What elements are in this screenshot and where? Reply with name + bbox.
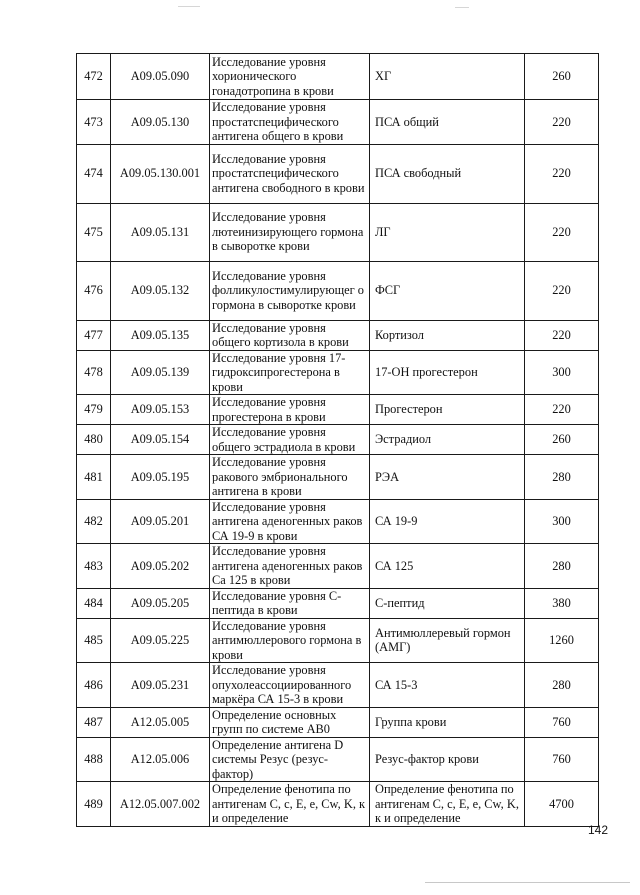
price-cell: 220 — [525, 203, 599, 261]
price-cell: 220 — [525, 261, 599, 320]
service-code-cell: A09.05.202 — [111, 544, 210, 589]
row-number-cell: 489 — [77, 782, 111, 827]
study-name-cell: Исследование уровня лютеинизирующего гормона в сыворотке крови — [210, 203, 370, 261]
service-code-cell: A09.05.195 — [111, 455, 210, 500]
short-name-cell: ЛГ — [370, 203, 525, 261]
row-number-cell: 487 — [77, 707, 111, 737]
study-name-cell: Исследование уровня ракового эмбрионального антигена в крови — [210, 455, 370, 500]
row-number-cell: 478 — [77, 350, 111, 395]
table-row — [77, 203, 599, 261]
row-number-cell: 473 — [77, 100, 111, 145]
short-name-cell: Определение фенотипа по антигенам С, с, Е, е, Cw, K, к и определение — [370, 782, 525, 827]
short-name-cell: Прогестерон — [370, 395, 525, 425]
table-row — [77, 782, 599, 827]
row-number-cell: 480 — [77, 425, 111, 455]
row-number-cell: 476 — [77, 261, 111, 320]
price-cell: 4700 — [525, 782, 599, 827]
price-cell: 220 — [525, 395, 599, 425]
table-row — [77, 663, 599, 708]
row-number-cell: 486 — [77, 663, 111, 708]
study-name-cell: Исследование уровня С-пептида в крови — [210, 588, 370, 618]
table-row — [77, 707, 599, 737]
price-cell: 260 — [525, 54, 599, 100]
table-row — [77, 320, 599, 350]
study-name-cell: Исследование уровня простатспецифического антигена общего в крови — [210, 100, 370, 145]
short-name-cell: С-пептид — [370, 588, 525, 618]
service-code-cell: A09.05.130.001 — [111, 144, 210, 203]
price-cell: 1260 — [525, 618, 599, 663]
service-code-cell: A09.05.154 — [111, 425, 210, 455]
study-name-cell: Определение антигена D системы Резус (резус-фактор) — [210, 737, 370, 782]
study-name-cell: Исследование уровня прогестерона в крови — [210, 395, 370, 425]
table-body — [77, 54, 599, 827]
short-name-cell: Резус-фактор крови — [370, 737, 525, 782]
price-cell: 760 — [525, 737, 599, 782]
price-table — [76, 53, 599, 827]
study-name-cell: Исследование уровня простатспецифического антигена свободного в крови — [210, 144, 370, 203]
short-name-cell: СА 19-9 — [370, 499, 525, 544]
price-cell: 260 — [525, 425, 599, 455]
service-code-cell: A09.05.139 — [111, 350, 210, 395]
short-name-cell: Группа крови — [370, 707, 525, 737]
table-row — [77, 544, 599, 589]
row-number-cell: 472 — [77, 54, 111, 100]
table-row — [77, 425, 599, 455]
row-number-cell: 481 — [77, 455, 111, 500]
service-code-cell: A09.05.132 — [111, 261, 210, 320]
study-name-cell: Определение фенотипа по антигенам С, с, Е, е, Cw, K, к и определение — [210, 782, 370, 827]
scan-mark — [178, 6, 200, 7]
row-number-cell: 479 — [77, 395, 111, 425]
row-number-cell: 488 — [77, 737, 111, 782]
study-name-cell: Исследование уровня антигена аденогенных раков СА 19-9 в крови — [210, 499, 370, 544]
table-row — [77, 100, 599, 145]
service-code-cell: A09.05.231 — [111, 663, 210, 708]
row-number-cell: 483 — [77, 544, 111, 589]
short-name-cell: ПСА общий — [370, 100, 525, 145]
study-name-cell: Исследование уровня хорионического гонадотропина в крови — [210, 54, 370, 100]
service-code-cell: A09.05.090 — [111, 54, 210, 100]
short-name-cell: ФСГ — [370, 261, 525, 320]
scan-mark — [425, 882, 630, 883]
short-name-cell: ХГ — [370, 54, 525, 100]
row-number-cell: 485 — [77, 618, 111, 663]
study-name-cell: Исследование уровня 17-гидроксипрогестерона в крови — [210, 350, 370, 395]
price-cell: 220 — [525, 320, 599, 350]
short-name-cell: СА 15-3 — [370, 663, 525, 708]
service-code-cell: A09.05.135 — [111, 320, 210, 350]
service-code-cell: A12.05.007.002 — [111, 782, 210, 827]
short-name-cell: Антимюллеревый гормон (АМГ) — [370, 618, 525, 663]
table-row — [77, 737, 599, 782]
table-row — [77, 455, 599, 500]
short-name-cell: Эстрадиол — [370, 425, 525, 455]
study-name-cell: Исследование уровня общего эстрадиола в крови — [210, 425, 370, 455]
study-name-cell: Исследование уровня общего кортизола в крови — [210, 320, 370, 350]
table-row — [77, 618, 599, 663]
table-row — [77, 395, 599, 425]
short-name-cell: СА 125 — [370, 544, 525, 589]
service-code-cell: A12.05.005 — [111, 707, 210, 737]
price-cell: 300 — [525, 499, 599, 544]
scan-mark — [455, 7, 469, 8]
price-cell: 280 — [525, 663, 599, 708]
price-cell: 280 — [525, 455, 599, 500]
table-row — [77, 144, 599, 203]
price-cell: 760 — [525, 707, 599, 737]
short-name-cell: 17-ОН прогестерон — [370, 350, 525, 395]
row-number-cell: 482 — [77, 499, 111, 544]
service-code-cell: A09.05.225 — [111, 618, 210, 663]
price-cell: 300 — [525, 350, 599, 395]
table-row — [77, 588, 599, 618]
row-number-cell: 477 — [77, 320, 111, 350]
short-name-cell: Кортизол — [370, 320, 525, 350]
study-name-cell: Исследование уровня фолликулостимулирующег о гормона в сыворотке крови — [210, 261, 370, 320]
study-name-cell: Исследование уровня антигена аденогенных раков Са 125 в крови — [210, 544, 370, 589]
page-number: 142 — [588, 823, 609, 837]
short-name-cell: ПСА свободный — [370, 144, 525, 203]
service-code-cell: A09.05.131 — [111, 203, 210, 261]
row-number-cell: 475 — [77, 203, 111, 261]
price-cell: 380 — [525, 588, 599, 618]
table-row — [77, 261, 599, 320]
service-code-cell: A09.05.153 — [111, 395, 210, 425]
table-row — [77, 54, 599, 100]
table-row — [77, 350, 599, 395]
price-cell: 280 — [525, 544, 599, 589]
service-code-cell: A09.05.205 — [111, 588, 210, 618]
service-code-cell: A09.05.201 — [111, 499, 210, 544]
study-name-cell: Исследование уровня антимюллерового гормона в крови — [210, 618, 370, 663]
price-cell: 220 — [525, 144, 599, 203]
study-name-cell: Исследование уровня опухолеассоциированного маркёра СА 15-3 в крови — [210, 663, 370, 708]
study-name-cell: Определение основных групп по системе АВ0 — [210, 707, 370, 737]
service-code-cell: A12.05.006 — [111, 737, 210, 782]
price-cell: 220 — [525, 100, 599, 145]
row-number-cell: 474 — [77, 144, 111, 203]
table-row — [77, 499, 599, 544]
row-number-cell: 484 — [77, 588, 111, 618]
service-code-cell: A09.05.130 — [111, 100, 210, 145]
short-name-cell: РЭА — [370, 455, 525, 500]
